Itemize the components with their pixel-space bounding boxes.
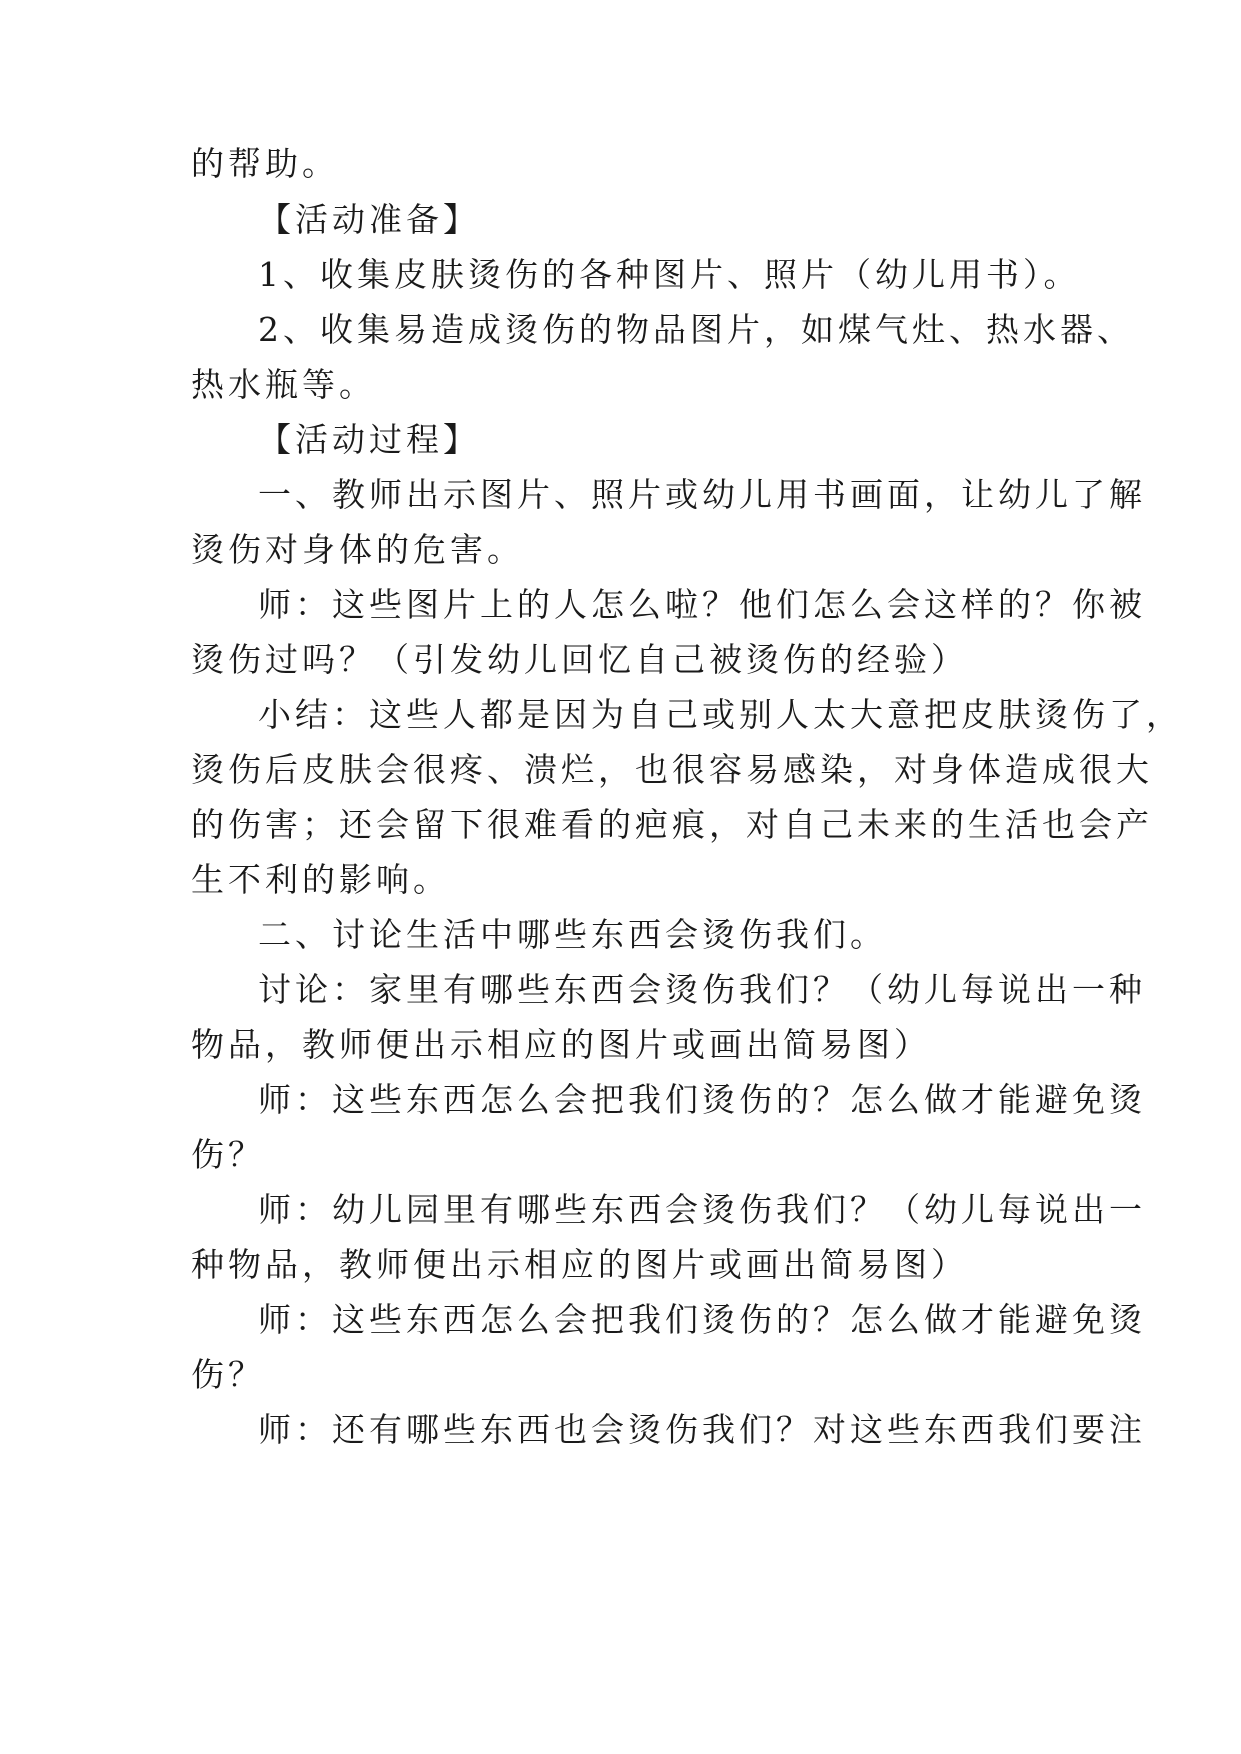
text-line: 物品，教师便出示相应的图片或画出简易图） (191, 1025, 931, 1064)
text-line: 小结：这些人都是因为自己或别人太大意把皮肤烫伤了， (258, 695, 1183, 734)
text-line: 的伤害；还会留下很难看的疤痕，对自己未来的生活也会产 (191, 805, 1153, 844)
text-line: 烫伤对身体的危害。 (191, 530, 524, 569)
section-heading: 【活动准备】 (258, 200, 480, 239)
text-line: 师：幼儿园里有哪些东西会烫伤我们？（幼儿每说出一 (258, 1190, 1146, 1229)
text-line: 热水瓶等。 (191, 365, 376, 404)
text-line: 生不利的影响。 (191, 860, 450, 899)
section-heading: 【活动过程】 (258, 420, 480, 459)
text-line: 2、收集易造成烫伤的物品图片，如煤气灶、热水器、 (258, 310, 1134, 349)
text-line: 烫伤后皮肤会很疼、溃烂，也很容易感染，对身体造成很大 (191, 750, 1153, 789)
text-line: 伤？ (191, 1135, 265, 1174)
text-line: 师：这些东西怎么会把我们烫伤的？怎么做才能避免烫 (258, 1300, 1146, 1339)
text-line: 师：这些东西怎么会把我们烫伤的？怎么做才能避免烫 (258, 1080, 1146, 1119)
text-line: 种物品，教师便出示相应的图片或画出简易图） (191, 1245, 968, 1284)
text-line: 二、讨论生活中哪些东西会烫伤我们。 (258, 915, 887, 954)
text-line: 讨论：家里有哪些东西会烫伤我们？（幼儿每说出一种 (258, 970, 1146, 1009)
text-line: 师：这些图片上的人怎么啦？他们怎么会这样的？你被 (258, 585, 1146, 624)
text-line: 的帮助。 (191, 144, 339, 183)
text-line: 一、教师出示图片、照片或幼儿用书画面，让幼儿了解 (258, 475, 1146, 514)
text-line: 伤？ (191, 1355, 265, 1394)
text-line: 师：还有哪些东西也会烫伤我们？对这些东西我们要注 (258, 1410, 1146, 1449)
text-line: 烫伤过吗？（引发幼儿回忆自己被烫伤的经验） (191, 640, 968, 679)
text-line: 1、收集皮肤烫伤的各种图片、照片（幼儿用书）。 (258, 255, 1081, 294)
